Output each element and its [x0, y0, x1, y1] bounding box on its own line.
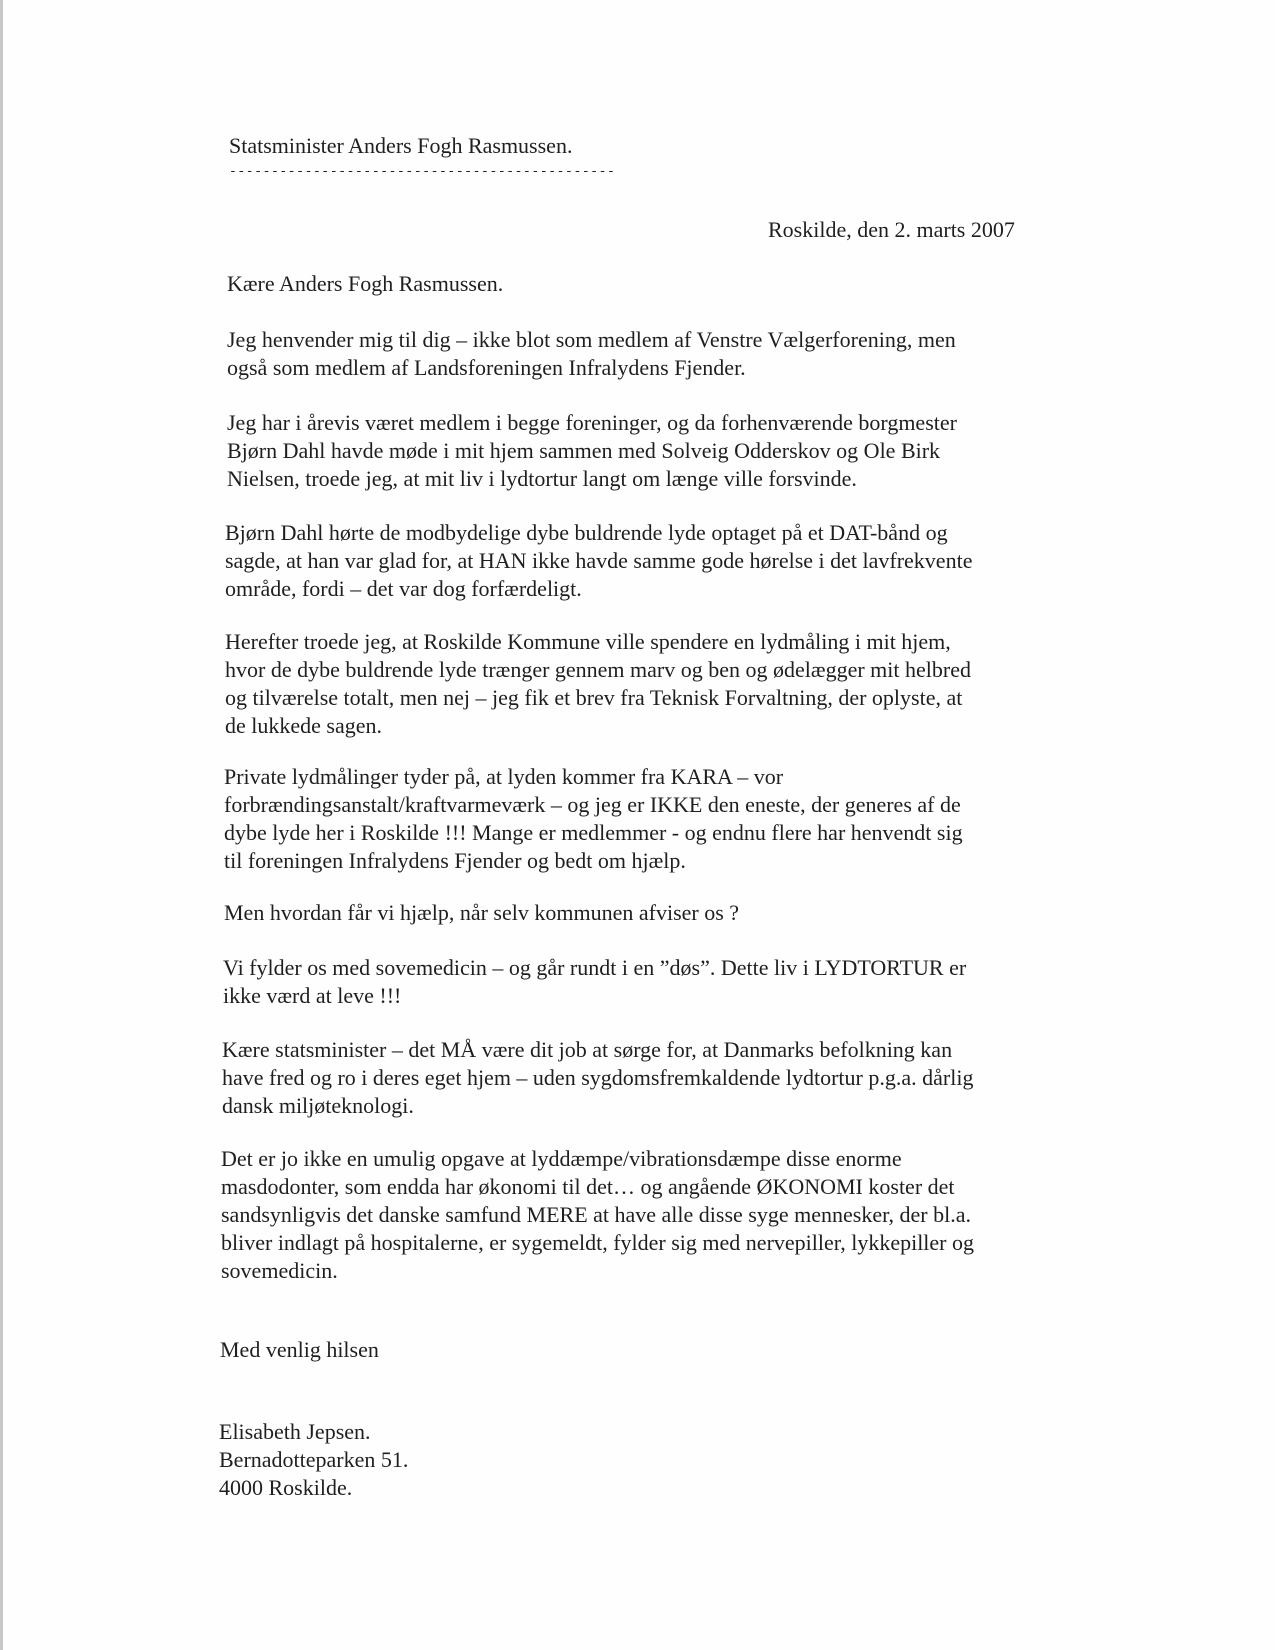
place-date: Roskilde, den 2. marts 2007 — [768, 217, 1015, 242]
paragraph-line: Jeg henvender mig til dig – ikke blot som medlem af Venstre Vælgerforening, men — [227, 327, 956, 352]
paragraph-line: Bjørn Dahl havde møde i mit hjem sammen med Solveig Odderskov og Ole Birk — [227, 438, 941, 463]
paragraph-line: også som medlem af Landsforeningen Infralydens Fjender. — [227, 355, 746, 380]
paragraph — [227, 326, 956, 382]
paragraph-line: Herefter troede jeg, at Roskilde Kommune ville spendere en lydmåling i mit hjem, — [225, 629, 951, 654]
paragraph-line: dybe lyde her i Roskilde !!! Mange er medlemmer - og endnu flere har henvendt sig — [224, 820, 963, 845]
paragraph — [227, 409, 957, 493]
paragraph-line: sandsynligvis det danske samfund MERE at have alle disse syge mennesker, der bl.a. — [221, 1202, 971, 1227]
paragraph-line: Nielsen, troede jeg, at mit liv i lydtortur langt om længe ville forsvinde. — [227, 466, 857, 491]
paragraph-line: Kære statsminister – det MÅ være dit job at sørge for, at Danmarks befolkning kan — [222, 1037, 953, 1062]
paragraph-line: Private lydmålinger tyder på, at lyden kommer fra KARA – vor — [224, 764, 784, 789]
scan-edge — [0, 0, 3, 1650]
paragraph-line: de lukkede sagen. — [225, 713, 382, 738]
paragraph-line: hvor de dybe buldrende lyde trænger gennem marv og ben og ødelægger mit helbred — [225, 657, 971, 682]
signature-street: Bernadotteparken 51. — [219, 1447, 409, 1472]
paragraph — [225, 628, 971, 740]
paragraph-line: Det er jo ikke en umulig opgave at lyddæmpe/vibrationsdæmpe disse enorme — [221, 1146, 902, 1171]
signature-block — [219, 1418, 408, 1502]
paragraph-line: Men hvordan får vi hjælp, når selv kommunen afviser os ? — [224, 900, 740, 925]
paragraph — [225, 519, 972, 603]
paragraph-line: Vi fylder os med sovemedicin – og går rundt i en ”døs”. Dette liv i LYDTORTUR er — [223, 955, 967, 980]
paragraph — [221, 1145, 974, 1285]
recipient-heading: Statsminister Anders Fogh Rasmussen. — [229, 133, 573, 158]
signature-name: Elisabeth Jepsen. — [219, 1419, 371, 1444]
closing: Med venlig hilsen — [220, 1337, 379, 1362]
paragraph-line: område, fordi – det var dog forfærdeligt. — [225, 576, 582, 601]
paragraph-line: sagde, at han var glad for, at HAN ikke havde samme gode hørelse i det lavfrekvente — [225, 548, 973, 573]
paragraph — [222, 1036, 973, 1120]
paragraph-line: sovemedicin. — [221, 1258, 338, 1283]
paragraph-line: og tilværelse totalt, men nej – jeg fik et brev fra Teknisk Forvaltning, der oplyste, at — [225, 685, 963, 710]
paragraph-line: have fred og ro i deres eget hjem – uden sygdomsfremkaldende lydtortur p.g.a. dårlig — [222, 1065, 974, 1090]
heading-underline: ---------------------------------------------- — [229, 164, 616, 179]
paragraph — [224, 899, 739, 927]
paragraph-line: forbrændingsanstalt/kraftvarmeværk – og jeg er IKKE den eneste, der generes af de — [224, 792, 961, 817]
paragraph-line: dansk miljøteknologi. — [222, 1093, 414, 1118]
paragraph-line: Jeg har i årevis været medlem i begge foreninger, og da forhenværende borgmester — [227, 410, 957, 435]
paragraph — [224, 763, 963, 875]
paragraph-line: til foreningen Infralydens Fjender og bedt om hjælp. — [224, 848, 686, 873]
salutation: Kære Anders Fogh Rasmussen. — [227, 271, 504, 296]
paragraph-line: masdodonter, som endda har økonomi til det… og angående ØKONOMI koster det — [221, 1174, 955, 1199]
paragraph-line: bliver indlagt på hospitalerne, er sygemeldt, fylder sig med nervepiller, lykkepiller og — [221, 1230, 975, 1255]
paragraph-line: Bjørn Dahl hørte de modbydelige dybe buldrende lyde optaget på et DAT-bånd og — [225, 520, 948, 545]
paragraph — [223, 954, 966, 1010]
signature-city: 4000 Roskilde. — [219, 1475, 353, 1500]
paragraph-line: ikke værd at leve !!! — [223, 983, 402, 1008]
